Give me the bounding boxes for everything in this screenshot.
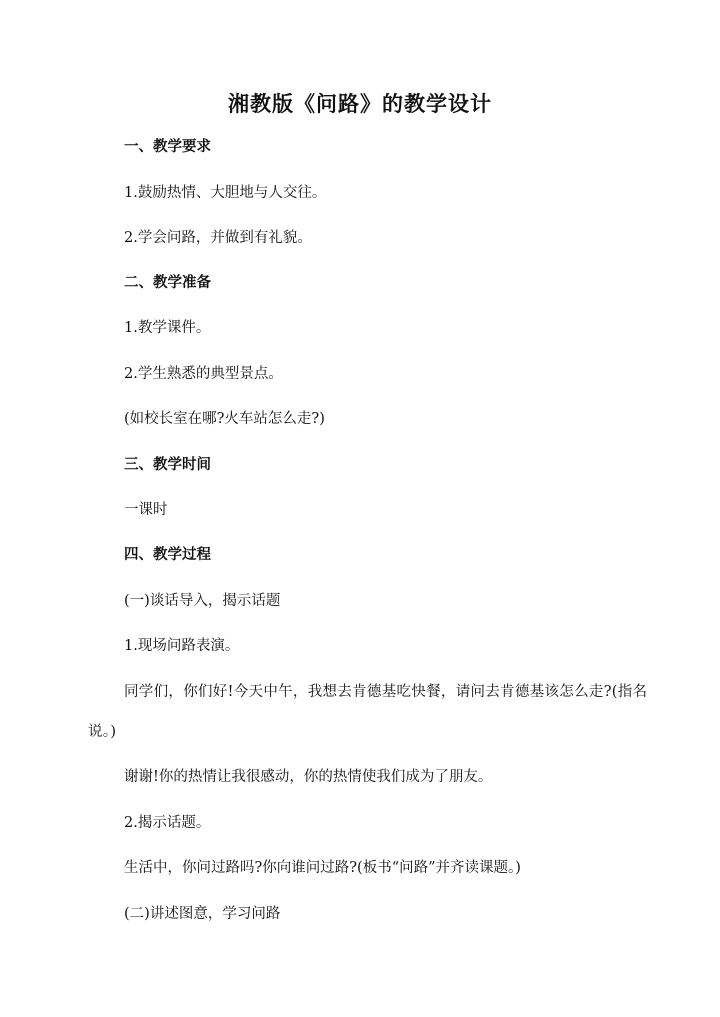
document-title: 湘教版《问路》的教学设计 xyxy=(228,92,492,116)
process-subheading-1: (一)谈话导入，揭示话题 xyxy=(124,593,281,609)
section-heading-requirements: 一、教学要求 xyxy=(124,139,211,155)
time-text: 一课时 xyxy=(124,502,168,518)
requirement-item-2: 2.学会问路，并做到有礼貌。 xyxy=(124,230,312,246)
section-heading-time: 三、教学时间 xyxy=(124,457,211,473)
process-paragraph-1: 同学们，你们好!今天中午，我想去肯德基吃快餐，请问去肯德基该怎么走?(指名说。) xyxy=(88,684,648,740)
process-paragraph-3: 生活中，你问过路吗?你向谁问过路?(板书“问路”并齐读课题。) xyxy=(124,860,521,876)
section-heading-preparation: 二、教学准备 xyxy=(124,275,211,291)
preparation-item-2: 2.学生熟悉的典型景点。 xyxy=(124,366,283,382)
preparation-note: (如校长室在哪?火车站怎么走?) xyxy=(124,411,325,427)
process-paragraph-2: 谢谢!你的热情让我很感动，你的热情使我们成为了朋友。 xyxy=(124,769,493,785)
process-item-1: 1.现场问路表演。 xyxy=(124,638,240,654)
process-subheading-2: (二)讲述图意，学习问路 xyxy=(124,906,281,922)
section-heading-process: 四、教学过程 xyxy=(124,547,211,563)
preparation-item-1: 1.教学课件。 xyxy=(124,320,211,336)
process-item-2: 2.揭示话题。 xyxy=(124,815,211,831)
requirement-item-1: 1.鼓励热情、大胆地与人交往。 xyxy=(124,185,327,201)
